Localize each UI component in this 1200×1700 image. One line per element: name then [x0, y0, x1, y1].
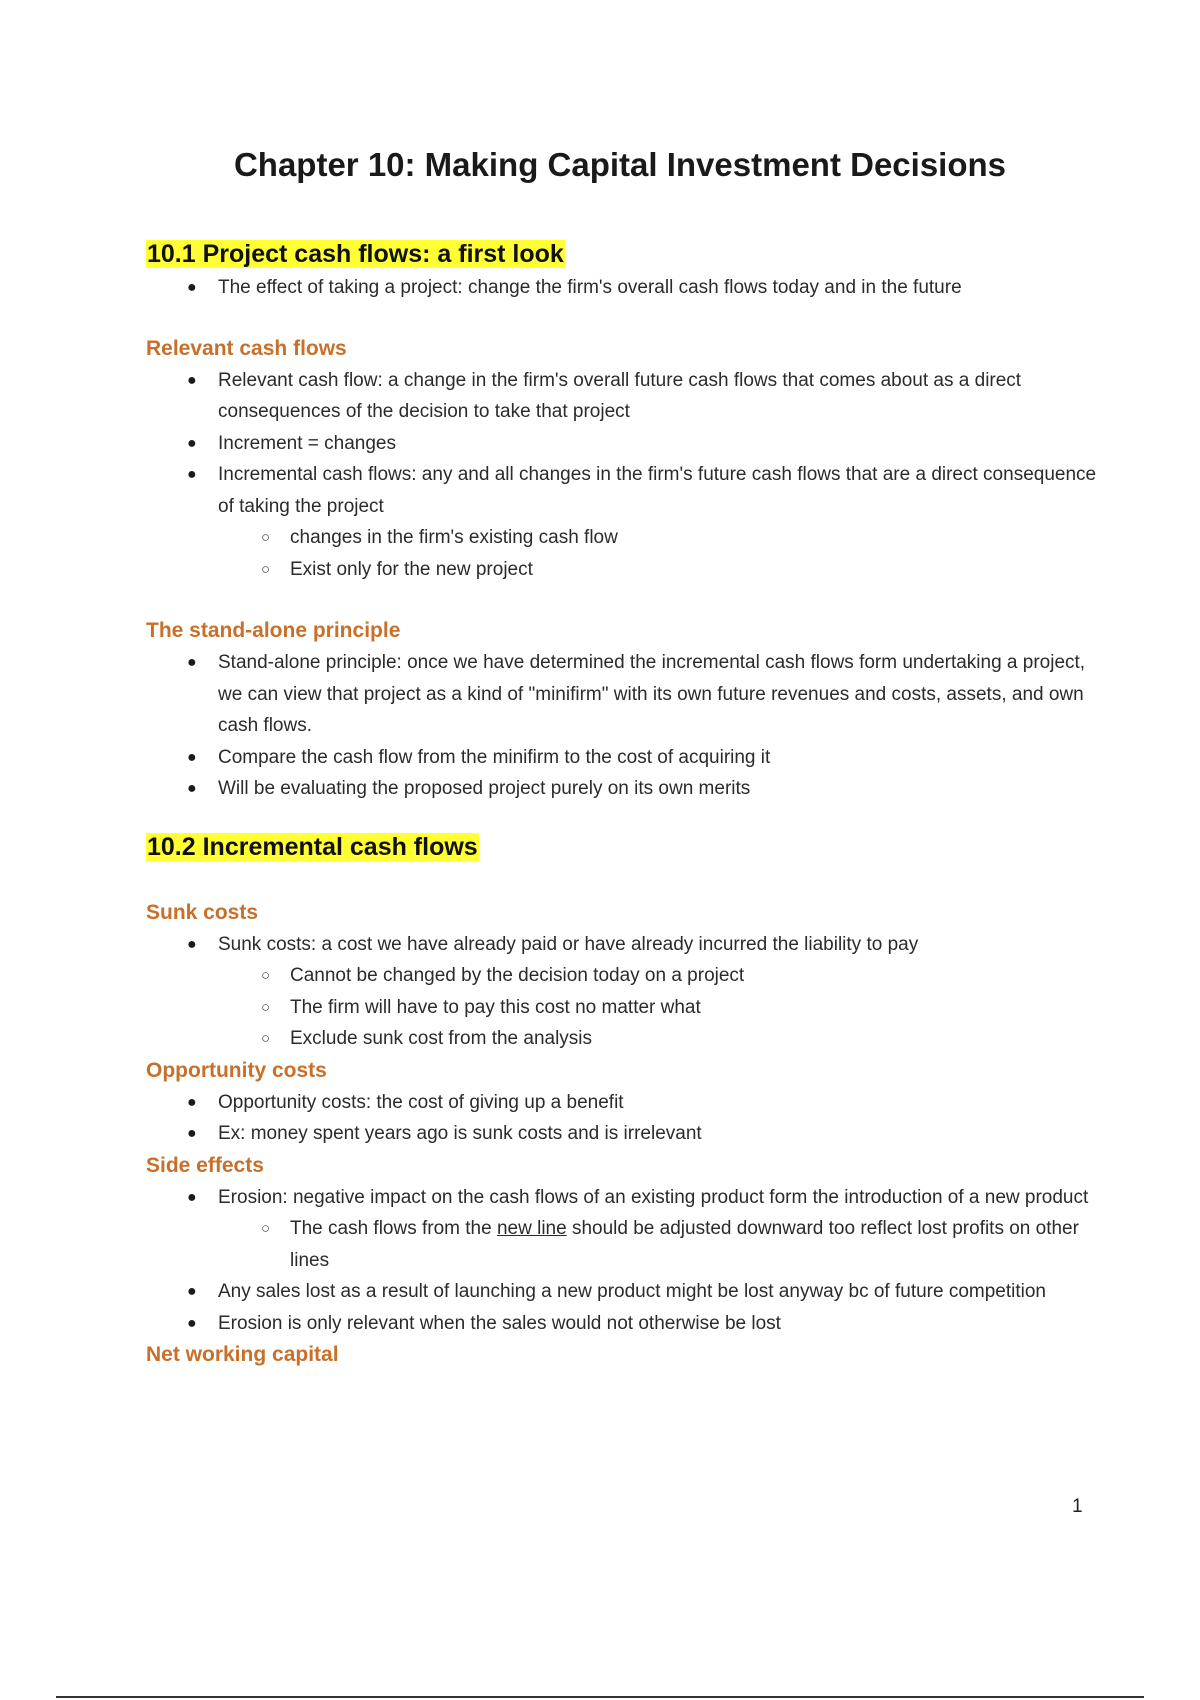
sub-list-item-text: The firm will have to pay this cost no matter what	[290, 996, 701, 1018]
list-item	[146, 1118, 1106, 1150]
sub-bullet-icon: ○	[261, 1220, 271, 1237]
bullet-icon: ●	[187, 371, 197, 389]
list-item-text: Incremental cash flows: any and all changes in the firm's future cash flows that are a direct consequence of taking the project	[218, 464, 1097, 517]
list-item	[146, 742, 1106, 774]
bullet-icon: ●	[187, 654, 197, 671]
list-item-text: Erosion is only relevant when the sales would not otherwise be lost	[218, 1312, 781, 1334]
opportunity-costs-list	[146, 1087, 1106, 1150]
list-item-text: Increment = changes	[218, 432, 396, 454]
sub-list-item	[218, 1023, 1106, 1055]
bullet-icon: ●	[187, 935, 197, 953]
side-effects-list	[146, 1182, 1106, 1340]
sub-list-item	[218, 960, 1106, 992]
list-item	[146, 365, 1106, 428]
section-heading-10-2-text: 10.2 Incremental cash flows	[147, 832, 478, 861]
section-10-1-list	[146, 272, 1106, 304]
bottom-divider	[56, 1696, 1144, 1698]
list-item	[146, 773, 1106, 805]
section-heading-10-1-text: 10.1 Project cash flows: a first look	[147, 240, 564, 268]
sub-list-item-text: Exist only for the new project	[290, 558, 533, 580]
list-item-text: Stand-alone principle: once we have determined the incremental cash flows form undertaking a project, we can view that project as a kind of "minifirm" with its own future revenues and costs, assets, and own cash flows.	[218, 652, 1086, 736]
subheading-relevant-cash-flows: Relevant cash flows	[146, 336, 347, 360]
sub-list-item	[218, 522, 1106, 554]
subheading-opportunity-costs: Opportunity costs	[146, 1058, 327, 1082]
document-body	[146, 236, 1106, 1371]
list-item	[146, 272, 1106, 304]
document-title: Chapter 10: Making Capital Investment Decisions	[233, 146, 1007, 183]
sub-list-item	[218, 554, 1106, 586]
sub-list	[218, 522, 1106, 585]
sub-bullet-icon: ○	[261, 967, 271, 984]
list-item	[146, 1087, 1106, 1119]
relevant-cash-flows-list	[146, 365, 1106, 586]
subheading-side-effects: Side effects	[146, 1153, 264, 1177]
bullet-icon: ●	[187, 780, 197, 797]
subheading-sunk-costs: Sunk costs	[146, 900, 259, 924]
bullet-icon: ●	[187, 1314, 197, 1332]
list-item-text: Opportunity costs: the cost of giving up a benefit	[218, 1091, 624, 1113]
list-item-text: Ex: money spent years ago is sunk costs and is irrelevant	[218, 1123, 702, 1144]
list-item-text: Compare the cash flow from the minifirm to the cost of acquiring it	[218, 746, 771, 768]
bullet-icon: ●	[187, 1093, 197, 1111]
list-item	[146, 1182, 1106, 1277]
list-item	[146, 647, 1106, 742]
bullet-icon: ●	[187, 1125, 197, 1142]
sub-bullet-icon: ○	[261, 998, 271, 1016]
sub-bullet-icon: ○	[261, 1030, 271, 1047]
stand-alone-list	[146, 647, 1106, 805]
list-item	[146, 459, 1106, 585]
list-item	[146, 428, 1106, 460]
sunk-costs-list	[146, 929, 1106, 1055]
subheading-stand-alone-principle: The stand-alone principle	[146, 619, 401, 642]
sub-list	[218, 1213, 1106, 1276]
page-number: 1	[1072, 1496, 1083, 1517]
list-item-text: Will be evaluating the proposed project purely on its own merits	[218, 778, 751, 799]
sub-bullet-icon: ○	[261, 529, 271, 546]
list-item-text: Sunk costs: a cost we have already paid or have already incurred the liability to pay	[218, 933, 919, 955]
sub-list-item-text	[290, 1218, 1079, 1271]
text-run: The cash flows from the	[290, 1218, 497, 1239]
sub-bullet-icon: ○	[261, 560, 271, 578]
list-item-text: Erosion: negative impact on the cash flows of an existing product form the introduction of a new product	[218, 1186, 1089, 1208]
section-heading-10-2	[146, 829, 1106, 865]
underlined-text: new line	[496, 1218, 567, 1239]
sub-list-item-text: Cannot be changed by the decision today on a project	[290, 965, 745, 986]
section-heading-10-1	[146, 236, 1106, 272]
sub-list-item	[218, 992, 1106, 1024]
sub-list	[218, 960, 1106, 1055]
sub-list-item	[218, 1213, 1106, 1276]
bullet-icon: ●	[187, 1283, 197, 1300]
list-item	[146, 1276, 1106, 1308]
subheading-net-working-capital: Net working capital	[146, 1343, 339, 1366]
bullet-icon: ●	[187, 748, 197, 766]
bullet-icon: ●	[187, 466, 197, 483]
list-item-text: Any sales lost as a result of launching a new product might be lost anyway bc of future competition	[218, 1281, 1047, 1302]
sub-list-item-text: Exclude sunk cost from the analysis	[290, 1028, 593, 1049]
bullet-icon: ●	[187, 279, 197, 296]
list-item	[146, 929, 1106, 1055]
bullet-icon: ●	[187, 434, 197, 452]
sub-list-item-text: changes in the firm's existing cash flow	[290, 527, 618, 548]
text-run: should be adjusted downward too reflect lost profits on other lines	[290, 1218, 1079, 1271]
list-item-text: Relevant cash flow: a change in the firm's overall future cash flows that comes about as a direct consequences of the decision to take that project	[218, 369, 1022, 422]
list-item-text: The effect of taking a project: change the firm's overall cash flows today and in the future	[218, 277, 962, 298]
bullet-icon: ●	[187, 1188, 197, 1206]
list-item	[146, 1308, 1106, 1340]
